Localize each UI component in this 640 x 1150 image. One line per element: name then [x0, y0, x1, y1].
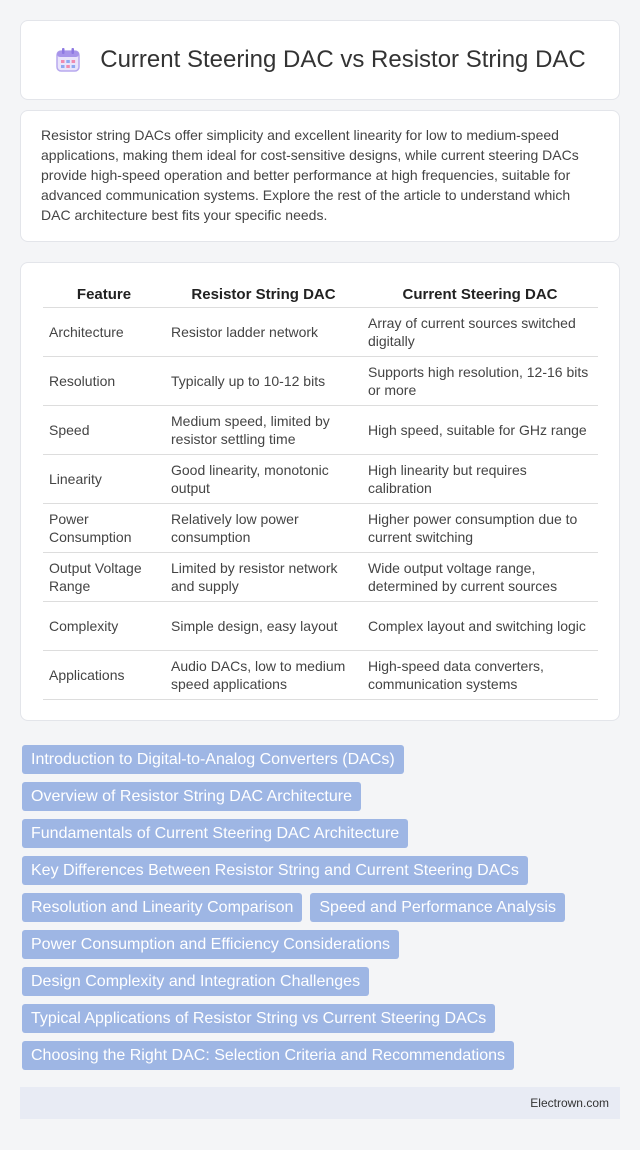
feature-cell: Architecture — [43, 307, 165, 356]
topic-link-resolution-linearity[interactable]: Resolution and Linearity Comparison — [22, 893, 302, 922]
table-row — [43, 503, 598, 552]
header-resistor-string-dac: Resistor String DAC — [165, 283, 362, 307]
table-row — [43, 454, 598, 503]
link-row — [22, 819, 622, 848]
title-wrap — [54, 46, 585, 74]
table-row — [43, 650, 598, 699]
calendar-grid-icon — [54, 46, 82, 74]
header-card — [20, 20, 620, 100]
comparison-table-card — [20, 262, 620, 721]
footer — [20, 1087, 620, 1119]
header-current-steering-dac: Current Steering DAC — [362, 283, 598, 307]
resistor-string-cell: Resistor ladder network — [165, 307, 362, 356]
table-row — [43, 601, 598, 650]
current-steering-cell: Array of current sources switched digitally — [362, 307, 598, 356]
page-title: Current Steering DAC vs Resistor String DAC — [100, 46, 586, 73]
current-steering-cell: High-speed data converters, communication systems — [362, 650, 598, 699]
current-steering-cell: Higher power consumption due to current switching — [362, 503, 598, 552]
comparison-table — [43, 283, 598, 700]
feature-cell: Linearity — [43, 454, 165, 503]
current-steering-cell: High speed, suitable for GHz range — [362, 405, 598, 454]
topic-link-typical-applications[interactable]: Typical Applications of Resistor String vs Current Steering DACs — [22, 1004, 495, 1033]
intro-paragraph: Resistor string DACs offer simplicity and excellent linearity for low to medium-speed applications, making them ideal for cost-sensitive designs, while current steering DACs provide high-speed operation and better performance at high frequencies, suitable for advanced communication systems. Explore the rest of the article to understand which DAC architecture best fits your specific needs. — [41, 127, 579, 223]
header-feature: Feature — [43, 283, 165, 307]
related-topics-list — [22, 745, 622, 1078]
topic-link-intro-dacs[interactable]: Introduction to Digital-to-Analog Converters (DACs) — [22, 745, 404, 774]
resistor-string-cell: Limited by resistor network and supply — [165, 552, 362, 601]
table-row — [43, 307, 598, 356]
table-row — [43, 552, 598, 601]
feature-cell: Output Voltage Range — [43, 552, 165, 601]
link-row — [22, 1041, 622, 1070]
topic-link-power-consumption[interactable]: Power Consumption and Efficiency Considerations — [22, 930, 399, 959]
table-header-row — [43, 283, 598, 307]
current-steering-cell: High linearity but requires calibration — [362, 454, 598, 503]
link-row — [22, 856, 622, 885]
topic-link-speed-performance[interactable]: Speed and Performance Analysis — [310, 893, 565, 922]
feature-cell: Complexity — [43, 601, 165, 650]
feature-cell: Resolution — [43, 356, 165, 405]
feature-cell: Power Consumption — [43, 503, 165, 552]
link-row — [22, 967, 622, 996]
resistor-string-cell: Simple design, easy layout — [165, 601, 362, 650]
current-steering-cell: Supports high resolution, 12-16 bits or more — [362, 356, 598, 405]
current-steering-cell: Wide output voltage range, determined by current sources — [362, 552, 598, 601]
current-steering-cell: Complex layout and switching logic — [362, 601, 598, 650]
resistor-string-cell: Good linearity, monotonic output — [165, 454, 362, 503]
topic-link-design-complexity[interactable]: Design Complexity and Integration Challenges — [22, 967, 369, 996]
resistor-string-cell: Typically up to 10-12 bits — [165, 356, 362, 405]
topic-link-resistor-string-overview[interactable]: Overview of Resistor String DAC Architecture — [22, 782, 361, 811]
topic-link-current-steering-fundamentals[interactable]: Fundamentals of Current Steering DAC Architecture — [22, 819, 408, 848]
link-row — [22, 893, 622, 922]
resistor-string-cell: Medium speed, limited by resistor settling time — [165, 405, 362, 454]
footer-site-name[interactable]: Electrown.com — [530, 1096, 609, 1110]
table-row — [43, 356, 598, 405]
resistor-string-cell: Audio DACs, low to medium speed applications — [165, 650, 362, 699]
link-row — [22, 930, 622, 959]
link-row — [22, 782, 622, 811]
resistor-string-cell: Relatively low power consumption — [165, 503, 362, 552]
feature-cell: Applications — [43, 650, 165, 699]
topic-link-choosing-dac[interactable]: Choosing the Right DAC: Selection Criteria and Recommendations — [22, 1041, 514, 1070]
table-row — [43, 405, 598, 454]
feature-cell: Speed — [43, 405, 165, 454]
link-row — [22, 1004, 622, 1033]
link-row — [22, 745, 622, 774]
intro-card — [20, 110, 620, 242]
topic-link-key-differences[interactable]: Key Differences Between Resistor String and Current Steering DACs — [22, 856, 528, 885]
